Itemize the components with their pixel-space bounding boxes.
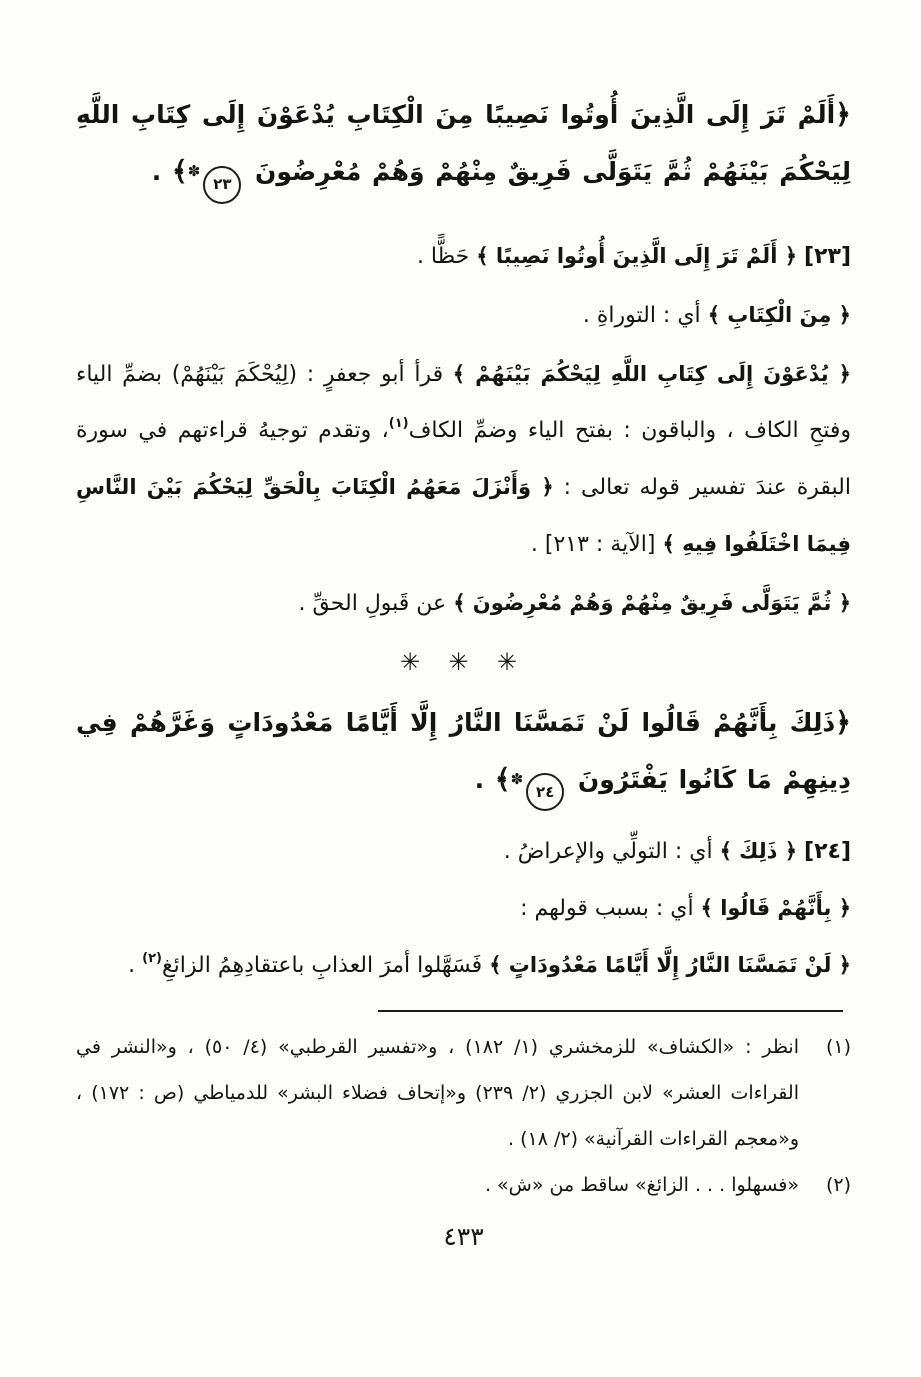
verse-ref-bracket: [٢٤] [804, 839, 851, 864]
footnote-ref-1: (١) [388, 415, 409, 431]
quran-verse-24 [76, 694, 851, 812]
commentary-text: قرأ أبو جعفرٍ : (لِيُحْكَمَ بَيْنَهُمْ) بضمِّ الياء وفتحِ الكاف ، والباقون : بفتح الياء وضمِّ الكاف [76, 361, 852, 443]
ornate-open-bracket: ﴿ [835, 706, 851, 738]
ayah-number-badge: ٢٣ [203, 166, 241, 204]
commentary-text: ، وتقدم توجيهُ قراءتهم في سورة البقرة عندَ تفسير قوله تعالى : [76, 417, 852, 500]
verse-end-flower-icon: ✽ [187, 162, 201, 180]
verse-end-flower-icon: ✽ [510, 769, 524, 788]
verse-24-text: ذَلِكَ بِأَنَّهُمْ قَالُوا لَنْ تَمَسَّنَا النَّارُ إِلَّا أَيَّامًا مَعْدُودَاتٍ وَغَرَّهُمْ فِي دِينِهِمْ مَا كَانُوا يَفْتَرُونَ [76, 707, 851, 794]
section-separator-ornament: ✳ ✳ ✳ [399, 647, 528, 676]
inline-quran-quote: ﴿ بِأَنَّهُمْ قَالُوا ﴾ [700, 896, 851, 920]
commentary-text: أي : بسبب قولهم : [520, 896, 694, 921]
commentary-text: أي : التوراةِ . [582, 302, 701, 328]
commentary-paragraph-23-2 [76, 287, 851, 344]
footnote-number: (٢) [825, 1174, 851, 1196]
commentary-paragraph-23-1 [76, 228, 851, 285]
commentary-paragraph-23-4 [76, 575, 851, 632]
footnote-divider [378, 1010, 843, 1012]
inline-quran-quote: ﴿ أَلَمْ تَرَ إِلَى الَّذِينَ أُوتُوا نَصِيبًا ﴾ [476, 243, 798, 268]
period: . [151, 157, 162, 186]
inline-quran-quote: ﴿ وَأَنْزَلَ مَعَهُمُ الْكِتَابَ بِالْحَقِّ لِيَحْكُمَ بَيْنَ النَّاسِ فِيمَا اخْتَلَفُوا فِيهِ ﴾ [76, 474, 851, 556]
quran-verse-23 [76, 86, 851, 204]
footnotes-section [76, 1024, 851, 1208]
verse-ref-bracket: [٢٣] [804, 243, 851, 269]
period: . [474, 764, 485, 794]
ornate-close-bracket: ﴾ [494, 763, 511, 795]
footnote-text: انظر : «الكشاف» للزمخشري (١/ ١٨٢) ، و«تفسير القرطبي» (٤/ ٥٠) ، و«النشر في القراءات العشر» لابن الجزري (٢/ ٢٣٩) و«إتحاف فضلاء البشر» للدمياطي (ص : ١٧٢) ، و«معجم القراءات القرآنية» (٢/ ١٨) . [76, 1036, 800, 1150]
commentary-paragraph-23-3 [76, 346, 851, 573]
footnote-ref-2: (٢) [142, 951, 162, 966]
ayah-number-badge: ٢٤ [526, 773, 564, 811]
inline-quran-quote: ﴿ لَنْ تَمَسَّنَا النَّارُ إِلَّا أَيَّامًا مَعْدُودَاتٍ ﴾ [489, 953, 851, 977]
ornate-close-bracket: ﴾ [171, 156, 188, 187]
commentary-paragraph-24-3 [76, 937, 851, 994]
inline-quran-quote: ﴿ مِنَ الْكِتَابِ ﴾ [707, 302, 851, 327]
ayah-citation: [الآية : ٢١٣] . [530, 531, 656, 557]
commentary-text: أي : التولِّي والإعراضُ . [503, 839, 713, 864]
footnote-text: «فسهلوا . . . الزائغ» ساقط من «ش» . [484, 1174, 799, 1196]
commentary-text: فَسَهَّلوا أمرَ العذابِ باعتقادِهِمُ الزائغِ [161, 953, 483, 978]
footnote-item-1 [76, 1024, 851, 1162]
commentary-text: عن قَبولِ الحقِّ . [298, 590, 447, 616]
inline-quran-quote: ﴿ يُدْعَوْنَ إِلَى كِتَابِ اللَّهِ لِيَحْكُمَ بَيْنَهُمْ ﴾ [452, 361, 851, 386]
commentary-paragraph-24-2 [76, 880, 851, 937]
period: . [128, 953, 136, 978]
inline-quran-quote: ﴿ ذَلِكَ ﴾ [719, 839, 798, 863]
footnote-item-2 [76, 1162, 851, 1208]
inline-quran-quote: ﴿ ثُمَّ يَتَوَلَّى فَرِيقٌ مِنْهُمْ وَهُمْ مُعْرِضُونَ ﴾ [453, 590, 851, 615]
commentary-text: حَظًّا . [416, 243, 470, 269]
footnote-number: (١) [825, 1036, 851, 1058]
verse-23-text: أَلَمْ تَرَ إِلَى الَّذِينَ أُوتُوا نَصِيبًا مِنَ الْكِتَابِ يُدْعَوْنَ إِلَى كِتَابِ اللَّهِ لِيَحْكُمَ بَيْنَهُمْ ثُمَّ يَتَوَلَّى فَرِيقٌ مِنْهُمْ وَهُمْ مُعْرِضُونَ [76, 100, 851, 186]
page-number: ٤٣٣ [443, 1222, 484, 1251]
ornate-open-bracket: ﴿ [835, 99, 851, 130]
commentary-paragraph-24-1 [76, 823, 851, 880]
